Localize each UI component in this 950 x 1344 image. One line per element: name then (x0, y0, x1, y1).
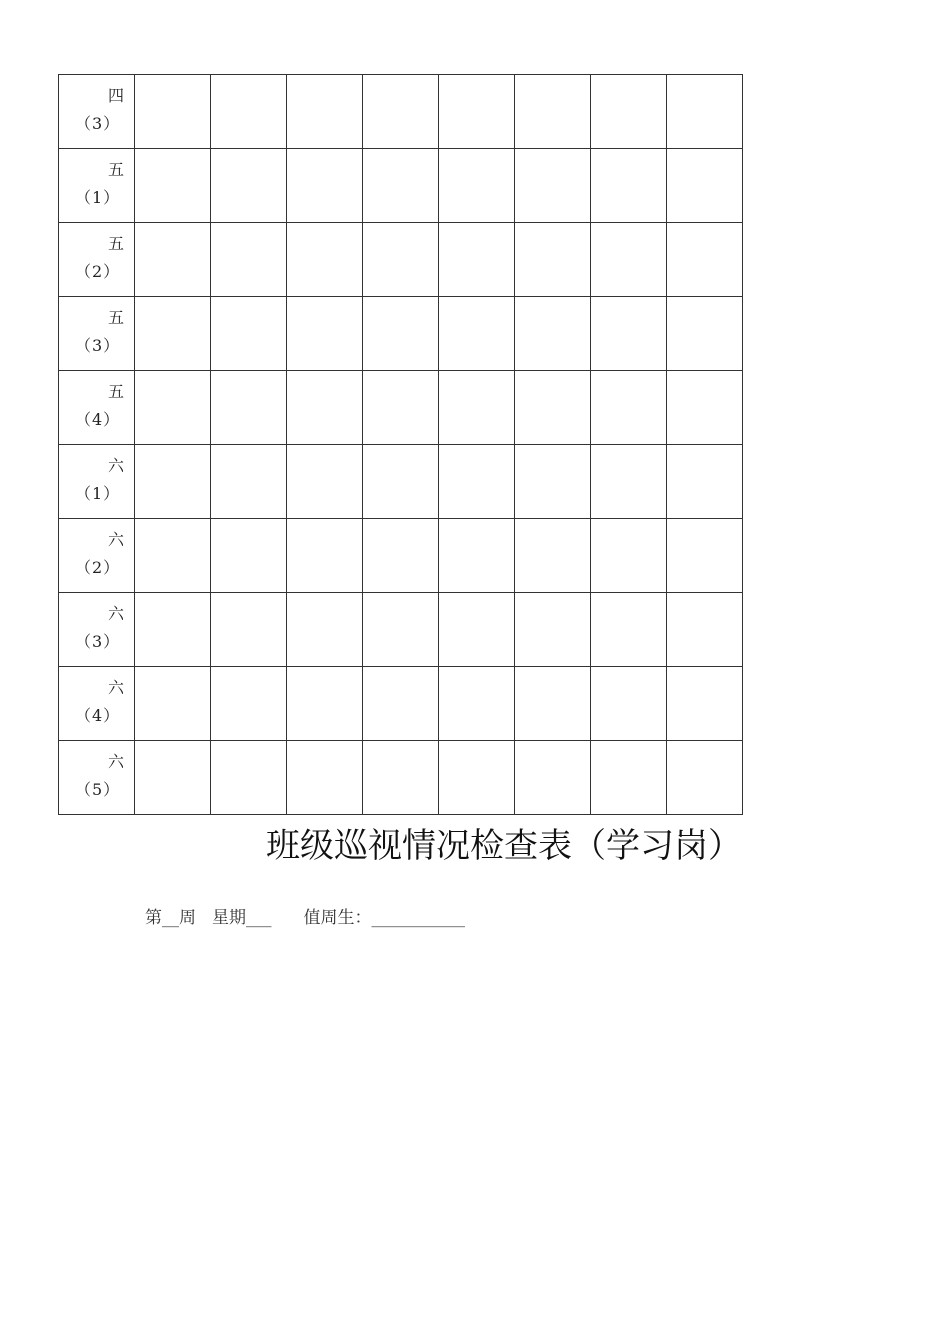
check-cell[interactable] (211, 741, 287, 815)
section-label: （4） (75, 706, 121, 725)
class-label-cell (59, 593, 135, 667)
week-field[interactable]: 第__周 (145, 908, 196, 928)
grade-label: 六 (107, 456, 124, 475)
check-cell[interactable] (363, 371, 439, 445)
check-cell[interactable] (211, 445, 287, 519)
grade-label: 四 (107, 86, 124, 105)
class-label-cell (59, 371, 135, 445)
check-cell[interactable] (515, 593, 591, 667)
check-cell[interactable] (363, 445, 439, 519)
check-cell[interactable] (515, 519, 591, 593)
section-label: （4） (75, 410, 121, 429)
check-cell[interactable] (363, 223, 439, 297)
check-cell[interactable] (439, 519, 515, 593)
class-label-cell (59, 223, 135, 297)
section-label: （2） (75, 558, 121, 577)
class-label-cell (59, 741, 135, 815)
check-cell[interactable] (667, 667, 743, 741)
table-row (59, 593, 743, 667)
check-cell[interactable] (515, 371, 591, 445)
duty-student-field[interactable]: 值周生：___________ (303, 908, 465, 928)
check-cell[interactable] (287, 445, 363, 519)
check-cell[interactable] (287, 519, 363, 593)
check-cell[interactable] (211, 519, 287, 593)
check-cell[interactable] (211, 149, 287, 223)
check-cell[interactable] (515, 223, 591, 297)
check-cell[interactable] (591, 445, 667, 519)
check-cell[interactable] (591, 593, 667, 667)
check-cell[interactable] (287, 223, 363, 297)
check-cell[interactable] (591, 667, 667, 741)
check-cell[interactable] (287, 667, 363, 741)
check-cell[interactable] (363, 297, 439, 371)
section-label: （1） (75, 484, 121, 503)
section-label: （1） (75, 188, 121, 207)
check-cell[interactable] (591, 149, 667, 223)
grade-label: 五 (107, 308, 124, 327)
check-cell[interactable] (439, 223, 515, 297)
section-label: （3） (75, 632, 121, 651)
section-label: （2） (75, 262, 121, 281)
check-cell[interactable] (135, 593, 211, 667)
check-cell[interactable] (287, 297, 363, 371)
check-cell[interactable] (515, 741, 591, 815)
check-cell[interactable] (363, 741, 439, 815)
check-cell[interactable] (211, 593, 287, 667)
table-row (59, 75, 743, 149)
class-label-cell (59, 297, 135, 371)
check-cell[interactable] (135, 741, 211, 815)
check-cell[interactable] (439, 667, 515, 741)
check-cell[interactable] (439, 297, 515, 371)
grade-label: 六 (107, 604, 124, 623)
check-cell[interactable] (135, 519, 211, 593)
check-cell[interactable] (667, 519, 743, 593)
check-cell[interactable] (135, 297, 211, 371)
check-cell[interactable] (439, 593, 515, 667)
check-cell[interactable] (591, 371, 667, 445)
check-cell[interactable] (363, 667, 439, 741)
section-label: （5） (75, 780, 121, 799)
table-row (59, 297, 743, 371)
check-cell[interactable] (135, 149, 211, 223)
inspection-table (58, 74, 743, 815)
table-row (59, 371, 743, 445)
class-label-cell (59, 519, 135, 593)
class-label-cell (59, 75, 135, 149)
check-cell[interactable] (439, 445, 515, 519)
check-cell[interactable] (667, 371, 743, 445)
table-row (59, 667, 743, 741)
check-cell[interactable] (287, 371, 363, 445)
check-cell[interactable] (439, 149, 515, 223)
check-cell[interactable] (591, 519, 667, 593)
grade-label: 六 (107, 752, 124, 771)
class-label-cell (59, 445, 135, 519)
grade-label: 六 (107, 530, 124, 549)
grade-label: 五 (107, 382, 124, 401)
check-cell[interactable] (591, 75, 667, 149)
check-cell[interactable] (591, 741, 667, 815)
check-cell[interactable] (439, 741, 515, 815)
check-cell[interactable] (135, 667, 211, 741)
check-cell[interactable] (211, 223, 287, 297)
check-cell[interactable] (439, 371, 515, 445)
check-cell[interactable] (363, 149, 439, 223)
class-label-cell (59, 667, 135, 741)
inspection-table-body (59, 75, 743, 815)
form-title: 班级巡视情况检查表（学习岗） (266, 826, 742, 866)
check-cell[interactable] (135, 223, 211, 297)
table-row (59, 149, 743, 223)
check-cell[interactable] (667, 223, 743, 297)
table-row (59, 445, 743, 519)
check-cell[interactable] (515, 445, 591, 519)
check-cell[interactable] (287, 75, 363, 149)
grade-label: 五 (107, 160, 124, 179)
check-cell[interactable] (439, 75, 515, 149)
check-cell[interactable] (211, 75, 287, 149)
check-cell[interactable] (515, 149, 591, 223)
table-row (59, 741, 743, 815)
grade-label: 六 (107, 678, 124, 697)
check-cell[interactable] (515, 667, 591, 741)
day-field[interactable]: 星期___ (212, 908, 272, 928)
check-cell[interactable] (211, 297, 287, 371)
check-cell[interactable] (515, 297, 591, 371)
class-label-cell (59, 149, 135, 223)
check-cell[interactable] (667, 149, 743, 223)
section-label: （3） (75, 114, 121, 133)
check-cell[interactable] (591, 297, 667, 371)
check-cell[interactable] (287, 149, 363, 223)
table-row (59, 223, 743, 297)
check-cell[interactable] (667, 593, 743, 667)
table-row (59, 519, 743, 593)
check-cell[interactable] (667, 297, 743, 371)
check-cell[interactable] (211, 371, 287, 445)
form-header-fields (145, 903, 465, 928)
check-cell[interactable] (667, 741, 743, 815)
check-cell[interactable] (135, 371, 211, 445)
check-cell[interactable] (135, 445, 211, 519)
section-label: （3） (75, 336, 121, 355)
grade-label: 五 (107, 234, 124, 253)
check-cell[interactable] (667, 75, 743, 149)
check-cell[interactable] (135, 75, 211, 149)
check-cell[interactable] (211, 667, 287, 741)
check-cell[interactable] (287, 741, 363, 815)
check-cell[interactable] (667, 445, 743, 519)
check-cell[interactable] (363, 75, 439, 149)
check-cell[interactable] (363, 519, 439, 593)
check-cell[interactable] (363, 593, 439, 667)
check-cell[interactable] (591, 223, 667, 297)
check-cell[interactable] (515, 75, 591, 149)
check-cell[interactable] (287, 593, 363, 667)
